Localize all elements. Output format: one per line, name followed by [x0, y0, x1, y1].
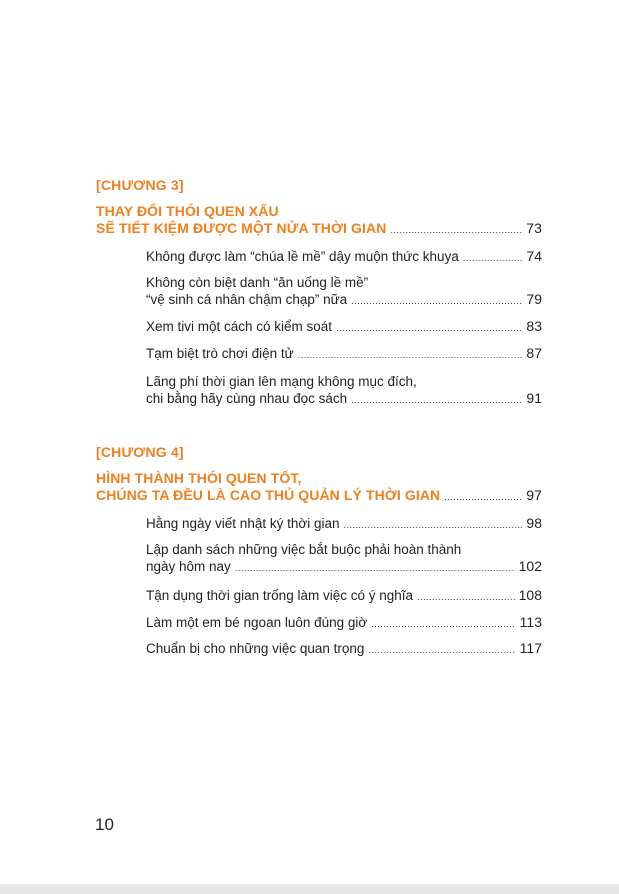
- toc-entry: [146, 587, 542, 606]
- toc-entry-title: Xem tivi một cách có kiểm soát: [146, 319, 333, 334]
- toc-entry-title: Tận dụng thời gian trống làm việc có ý nghĩa: [146, 588, 414, 603]
- leader-dots: [463, 250, 523, 267]
- leader-dots: [351, 293, 522, 310]
- toc-entry: [146, 614, 542, 633]
- toc-entry-page: 117: [519, 640, 542, 656]
- leader-dots: [390, 222, 522, 239]
- chapter-3-title-line1: THAY ĐỔI THÓI QUEN XẤU: [96, 203, 279, 219]
- toc-entry: [146, 515, 542, 534]
- toc-entry: [146, 541, 542, 577]
- leader-dots: [368, 642, 515, 659]
- toc-entry-page: 87: [526, 345, 542, 361]
- toc-entry: [146, 373, 542, 409]
- leader-dots: [298, 347, 523, 364]
- chapter-3-title: [96, 203, 542, 239]
- toc-entry-page: 74: [526, 248, 542, 264]
- toc-entry: [146, 345, 542, 364]
- toc-entry-title: ngày hôm nay: [146, 559, 231, 574]
- leader-dots: [444, 489, 522, 506]
- toc-entry-page: 83: [526, 318, 542, 334]
- toc-entry-page: 98: [526, 515, 542, 531]
- toc-entry-title-line1: Lãng phí thời gian lên mạng không mục đích,: [146, 374, 417, 389]
- toc-entry-title: Hằng ngày viết nhật ký thời gian: [146, 516, 340, 531]
- chapter-4-title: [96, 470, 542, 506]
- chapter-3-page: 73: [526, 220, 542, 236]
- toc-entry-title: Tạm biệt trò chơi điện tử: [146, 346, 294, 361]
- chapter-4-title-line1: HÌNH THÀNH THÓI QUEN TỐT,: [96, 470, 302, 486]
- toc-entry-page: 91: [526, 390, 542, 406]
- chapter-3-title-line2-row: [96, 220, 542, 239]
- leader-dots: [371, 616, 515, 633]
- chapter-4-title-line2-row: [96, 487, 542, 506]
- toc-entry: [146, 640, 542, 659]
- toc-entry-page: 79: [526, 291, 542, 307]
- chapter-3-label: [CHƯƠNG 3]: [96, 177, 184, 193]
- toc-entry-title-line1: Lập danh sách những việc bắt buộc phải hoàn thành: [146, 542, 462, 557]
- toc-entry-page: 113: [519, 614, 542, 630]
- toc-entry-title-line1: Không còn biệt danh “ăn uống lề mề”: [146, 275, 369, 290]
- leader-dots: [343, 517, 522, 534]
- toc-entry-page: 102: [518, 558, 542, 574]
- leader-dots: [351, 392, 522, 409]
- toc-entry: [146, 318, 542, 337]
- chapter-4-label: [CHƯƠNG 4]: [96, 444, 184, 460]
- toc-entry-title: Chuẩn bị cho những việc quan trọng: [146, 641, 365, 656]
- toc-entry-title: chi bằng hãy cùng nhau đọc sách: [146, 391, 348, 406]
- toc-entry-page: 108: [518, 587, 542, 603]
- toc-entry: [146, 274, 542, 310]
- chapter-3-title-line2: SẼ TIẾT KIỆM ĐƯỢC MỘT NỬA THỜI GIAN: [96, 220, 387, 236]
- page-number: 10: [95, 815, 114, 834]
- toc-entry-title: Không được làm “chúa lề mề” dậy muộn thức khuya: [146, 249, 459, 264]
- leader-dots: [417, 589, 515, 606]
- toc-entry-title: Làm một em bé ngoan luôn đúng giờ: [146, 615, 368, 630]
- toc-entry: [146, 248, 542, 267]
- leader-dots: [336, 320, 522, 337]
- chapter-4-title-line2: CHÚNG TA ĐỀU LÀ CAO THỦ QUẢN LÝ THỜI GIAN: [96, 487, 441, 503]
- chapter-4-page: 97: [526, 487, 542, 503]
- page-bottom-edge: [0, 884, 619, 894]
- toc-entry-title: “vệ sinh cá nhân chậm chạp” nữa: [146, 292, 348, 307]
- leader-dots: [235, 560, 515, 577]
